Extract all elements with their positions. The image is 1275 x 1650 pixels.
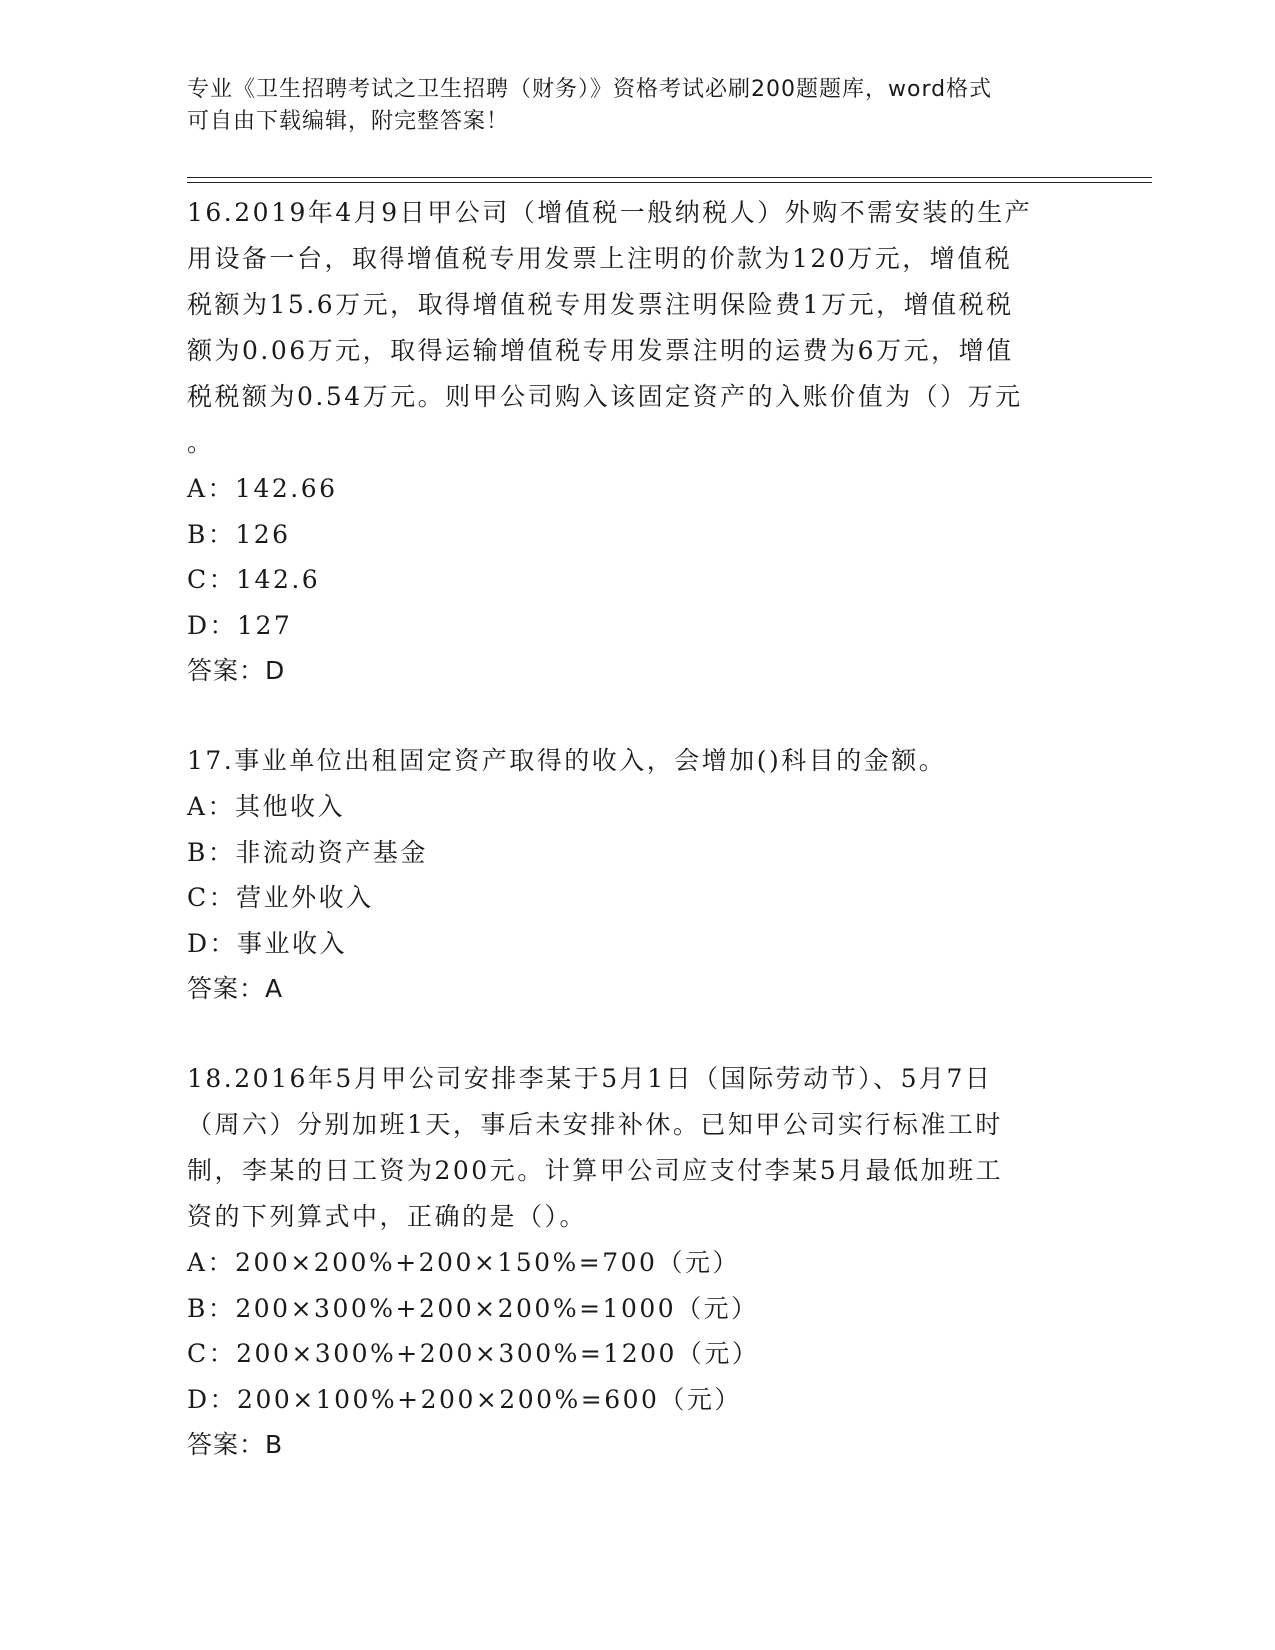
option-c: C：200×300%+200×300%=1200（元） xyxy=(187,1339,760,1368)
question-17 xyxy=(187,738,1077,1012)
question-stem-line: 用设备一台，取得增值税专用发票上注明的价款为120万元，增值税 xyxy=(187,244,1013,273)
option-d: D：127 xyxy=(187,610,293,640)
question-stem-line: 制，李某的日工资为200元。计算甲公司应支付李某5月最低加班工 xyxy=(187,1156,1004,1185)
option-a: A：200×200%+200×150%=700（元） xyxy=(187,1248,740,1277)
question-18 xyxy=(187,1056,1077,1468)
question-stem-line: 18.2016年5月甲公司安排李某于5月1日（国际劳动节）、5月7日 xyxy=(187,1064,993,1093)
option-b: B：200×300%+200×200%=1000（元） xyxy=(187,1293,759,1323)
question-list xyxy=(187,190,1077,1512)
question-stem-line: 税税额为0.54万元。则甲公司购入该固定资产的入账价值为（）万元 xyxy=(187,382,1023,411)
option-c: C：营业外收入 xyxy=(187,883,374,912)
option-b: B：126 xyxy=(187,519,291,549)
question-stem-line: 16.2019年4月9日甲公司（增值税一般纳税人）外购不需安装的生产 xyxy=(187,198,1033,227)
header-line: 专业《卫生招聘考试之卫生招聘（财务）》资格考试必刷200题题库，word格式 xyxy=(187,77,993,102)
question-16 xyxy=(187,190,1077,694)
answer-label: 答案：D xyxy=(187,656,286,685)
option-d: D：事业收入 xyxy=(187,928,348,958)
question-stem-line: 17.事业单位出租固定资产取得的收入，会增加()科目的金额。 xyxy=(187,746,947,775)
question-stem-line: 资的下列算式中，正确的是（）。 xyxy=(187,1202,588,1231)
option-a: A：其他收入 xyxy=(187,792,346,821)
header-divider-bottom xyxy=(187,182,1152,183)
question-stem-line: 税额为15.6万元，取得增值税专用发票注明保险费1万元，增值税税 xyxy=(187,290,1014,319)
question-stem-line: 。 xyxy=(187,428,215,457)
option-d: D：200×100%+200×200%=600（元） xyxy=(187,1384,742,1414)
header-divider-top xyxy=(187,177,1152,178)
answer-label: 答案：B xyxy=(187,1430,284,1459)
question-stem-line: （周六）分别加班1天，事后未安排补休。已知甲公司实行标准工时 xyxy=(187,1110,1003,1139)
question-stem-line: 额为0.06万元，取得运输增值税专用发票注明的运费为6万元，增值 xyxy=(187,336,1014,365)
document-header xyxy=(187,74,1067,138)
answer-label: 答案：A xyxy=(187,974,284,1003)
option-a: A：142.66 xyxy=(187,474,338,503)
option-c: C：142.6 xyxy=(187,565,321,594)
header-line: 可自由下载编辑，附完整答案！ xyxy=(187,109,510,134)
option-b: B：非流动资产基金 xyxy=(187,837,428,867)
